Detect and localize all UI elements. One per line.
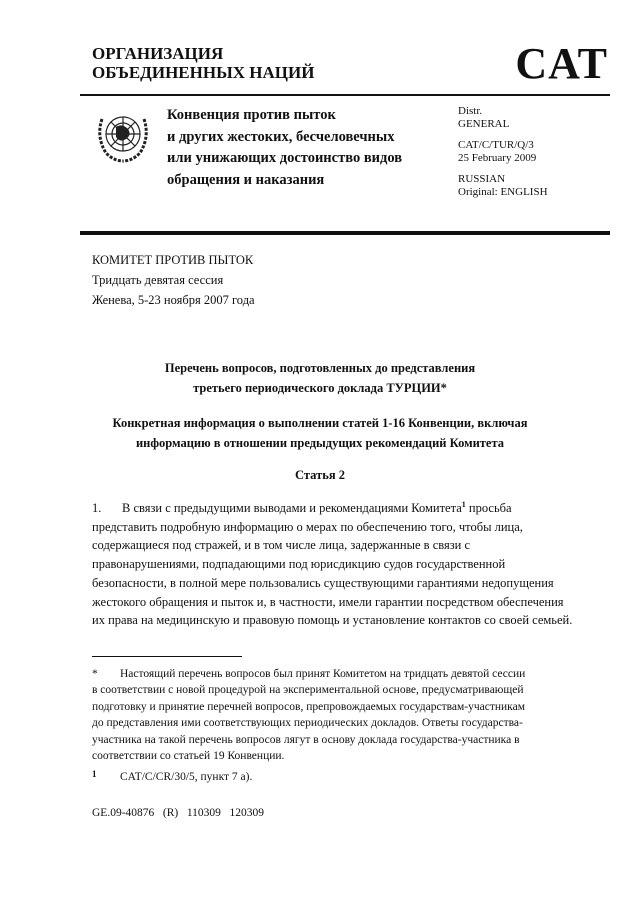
heading-line: Конкретная информация о выполнении статей 1-16 Конвенции, включая — [112, 416, 528, 430]
distribution: GENERAL — [458, 118, 510, 130]
footnote-line: Настоящий перечень вопросов был принят Комитетом на тридцать девятой сессии — [120, 668, 526, 680]
paragraph-1 — [92, 496, 572, 630]
title-line: обращения и наказания — [167, 171, 325, 188]
org-line: ОРГАНИЗАЦИЯ — [92, 44, 224, 63]
heading-line: Перечень вопросов, подготовленных до представления — [164, 361, 476, 375]
footnote-mark: * — [92, 668, 98, 680]
committee-name: КОМИТЕТ ПРОТИВ ПЫТОК — [92, 253, 254, 267]
footnote-1 — [92, 766, 252, 785]
paragraph-line: их права на медицинскую и правовую помощь и установление контактов со своей семьей. — [92, 613, 573, 628]
series-symbol: CAT — [515, 39, 608, 88]
sub-heading — [0, 413, 640, 453]
title-line: или унижающих достоинство видов — [167, 150, 403, 166]
document-symbol: CAT/C/TUR/Q/3 — [458, 139, 534, 151]
distr-label: Distr. — [458, 105, 483, 117]
main-heading — [0, 358, 640, 398]
footnote-ref[interactable]: 1 — [461, 500, 466, 509]
footnote-text: CAT/C/CR/30/5, пункт 7 a). — [120, 771, 253, 783]
paragraph-line: В связи с предыдущими выводами и рекомендациями Комитета — [122, 501, 462, 515]
paragraph-line: просьба — [465, 501, 512, 515]
title-line: и других жестоких, бесчеловечных — [167, 128, 395, 145]
original-language: Original: ENGLISH — [458, 186, 548, 198]
committee-place-dates: Женева, 5-23 ноября 2007 года — [92, 293, 255, 307]
footnote-rule — [92, 656, 242, 657]
footnote-star — [92, 666, 525, 764]
title-line: Конвенция против пыток — [167, 107, 336, 123]
convention-title — [167, 105, 402, 191]
footnote-line: до представления ими соответствующих периодических докладов. Ответы государства- — [92, 717, 523, 730]
paragraph-line: безопасности, в полной мере пользовались существующими гарантиями недопущения — [92, 575, 554, 590]
document-metadata — [458, 105, 548, 199]
header-rule — [80, 94, 610, 96]
heading-line: информацию в отношении предыдущих рекомендаций Комитета — [135, 436, 505, 450]
footnote-line: в соответствии с новой процедурой на экспериментальной основе, предусматривающей — [92, 684, 524, 697]
paragraph-line: жестокого обращения и пыток и, в частности, имели гарантии посредством обеспечения — [92, 594, 564, 609]
organization-name — [92, 44, 314, 82]
paragraph-number: 1. — [92, 501, 102, 515]
footnote-mark: 1 — [92, 769, 97, 779]
article-heading: Статья 2 — [295, 468, 345, 482]
org-line: ОБЪЕДИНЕННЫХ НАЦИЙ — [92, 63, 315, 82]
footnote-line: подготовку и принятие перечней вопросов, препровождаемых государствам-участникам — [92, 700, 525, 713]
paragraph-line: правонарушениями, подпадающими под юрисдикцию судов государственной — [92, 557, 506, 572]
heading-line: третьего периодического доклада ТУРЦИИ* — [193, 381, 447, 395]
header-thick-rule — [80, 231, 610, 235]
job-number: GE.09-40876 (R) 110309 120309 — [92, 807, 265, 819]
document-date: 25 February 2009 — [458, 152, 537, 164]
footnote-line: участника на такой перечень вопросов лягут в основу доклада государства-участника в — [92, 733, 520, 746]
un-emblem-icon — [92, 105, 154, 167]
document-language: RUSSIAN — [458, 173, 506, 185]
committee-info — [92, 250, 255, 310]
committee-session: Тридцать девятая сессия — [92, 273, 224, 287]
paragraph-line: представить подробную информацию о мерах по обеспечению того, чтобы лица, — [92, 519, 523, 534]
paragraph-line: содержащиеся под стражей, и в том числе лица, задержанные в связи с — [92, 538, 471, 553]
footnote-line: соответствии со статьей 19 Конвенции. — [92, 750, 285, 763]
